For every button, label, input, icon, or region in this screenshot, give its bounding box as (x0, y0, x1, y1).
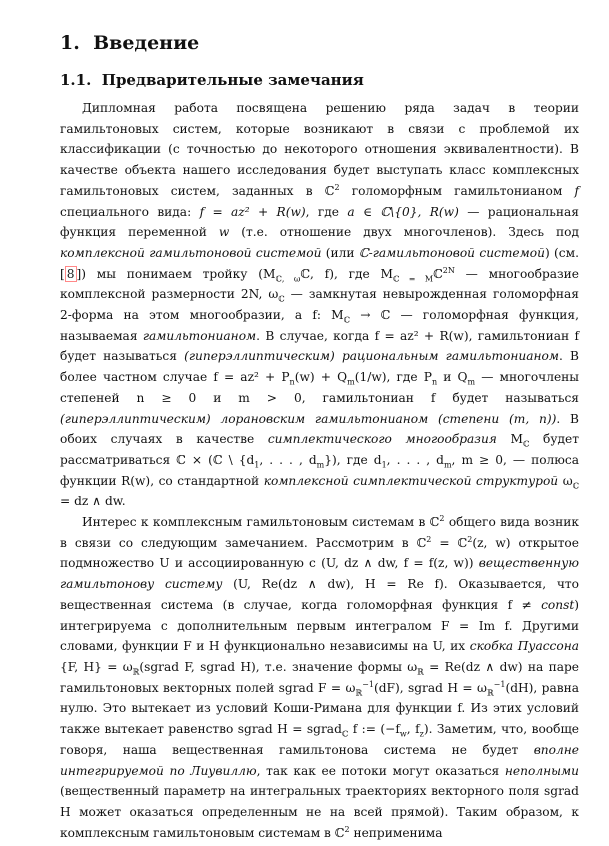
subsection-heading: 1.1. Предварительные замечания (60, 71, 364, 89)
paragraph-1: Дипломная работа посвящена решению ряда задач в теории гамильтоновых систем, которые возникают в связи с проблемой их классификации (с точностью до некоторого отношения эквивалентности). В качестве объекта нашего исследования будет выступать класс комплексных гамильтоновых систем, заданных в ℂ$^2$ голоморфным гамильтонианом f специального вида: f = az² + R(w), где a ∈ ℂ\{0}, R(w) — рациональная функция переменной w (т.е. отношение двух многочленов). Здесь под комплексной гамильтоновой системой (или ℂ-гамильтоновой системой) (см. [ 8 ]) мы понимаем тройку ($M_{ℂ, \omega}ℂ$, f), где $M_{ℂ = M}ℂ^{2N}$ — многообразие комплексной размерности 2N, $\omega_ℂ$ — замкнутая невырожденная голоморфная 2-форма на этом многообразии, а f: $M_ℂ$ → ℂ — голоморфная функция, называемая гамильтонианом. В случае, когда f = az² + R(w), гамильтониан f будет называться (гиперэллиптическим) рациональным гамильтонианом. В более частном случае $f = az^2 + P_n(w) + Q_m(1/w)$, где $P_n$ и $Q_m$ — многочлены степеней n ≥ 0 и m > 0, гамильтониан f будет называться (гиперэллиптическим) лорановским гамильтонианом (степени (m, n)). В обоих случаях в качестве симплектического многообразия $M_ℂ$ будет рассматриваться ℂ × (ℂ \ {$d_1$, . . . , $d_m$}), где $d_1$, . . . , $d_m$, m ≥ 0, — полюса функции R(w), со стандартной комплексной симплектической структурой $\omega_ℂ$ = dz ∧ dw. (60, 101, 580, 509)
section-heading: 1. Введение (60, 32, 200, 54)
paragraph-2: Интерес к комплексным гамильтоновым системам в ℂ$^2$ общего вида возник в связи со следующим замечанием. Рассмотрим в ℂ$^2$ = ℂ$^2$(z, w) открытое подмножество U и ассоциированную с (U, dz ∧ dw, f = f(z, w)) вещественную гамильтонову систему (U, Re(dz ∧ dw), H = Re f). Оказывается, что вещественная система (в случае, когда голоморфная функция f ≠ const) интегрируема с дополнительным первым интегралом F = Im f. Другими словами, функции F и H функционально независимы на U, их скобка Пуассона {F, $H\} = \omega_ℝ(sgrad$ F, sgrad H), т.е. значение формы $\omega_ℝ = Re(dz$ ∧ dw) на паре гамильтоновых векторных полей sgrad $F = \omega_ℝ^{-1}(dF)$, sgrad $H = \omega_ℝ^{-1}(dH)$, равна нулю. Это вытекает из условий Коши-Римана для функции f. Из этих условий также вытекает равенство sgrad H = sgrad$_ℂ$ f := ($-f_w$, $f_z$). Заметим, что, вообще говоря, наша вещественная гамильтонова система не будет вполне интегрируемой по Лиувиллю, так как ее потоки могут оказаться неполными (вещественный параметр на интегральных траекториях векторного поля sgrad H может оказаться определенным не на всей прямой). Таким образом, к комплексным гамильтоновым системам в ℂ$^2$ неприменима (60, 514, 580, 840)
citation-link[interactable]: 8 (66, 266, 75, 281)
